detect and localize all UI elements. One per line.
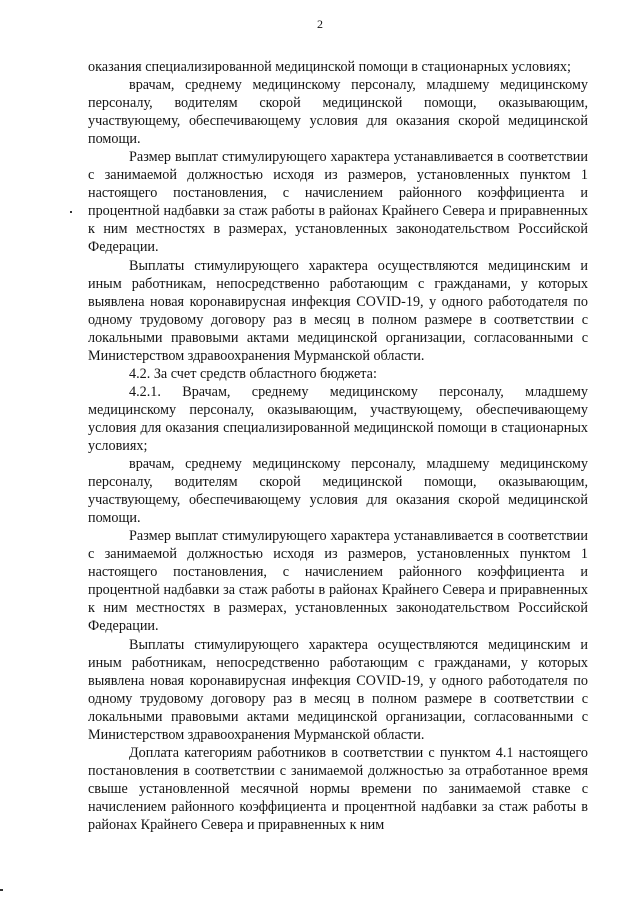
page-number: 2 xyxy=(317,17,323,31)
paragraph-emergency-staff-2: врачам, среднему медицинскому персоналу, младшему медицинскому персоналу, водителям скорой медицинской помощи, оказывающим, участвующему, обеспечивающему условия для оказания скорой медицинской помощи. xyxy=(88,456,588,527)
paragraph-payment-conditions: Выплаты стимулирующего характера осуществляются медицинским и иным работникам, непосредственно работающим с гражданами, у которых выявлена новая коронавирусная инфекция COVID-19, у одного работодателя по одному трудовому договору раз в месяц в полном размере в соответствии с локальными правовыми актами медицинской организации, согласованными с Министерством здравоохранения Мурманской области. xyxy=(88,257,588,364)
scan-speck xyxy=(0,889,3,891)
section-heading-4-2: 4.2. За счет средств областного бюджета: xyxy=(129,365,377,382)
paragraph-continuation: оказания специализированной медицинской помощи в стационарных условиях; xyxy=(88,59,571,75)
paragraph-payment-size-2: Размер выплат стимулирующего характера устанавливается в соответствии с занимаемой должностью исходя из размеров, установленных пунктом 1 настоящего постановления, с начислением районного коэффициента и процентной надбавки за стаж работы в районах Крайнего Севера и приравненных к ним местностях в размерах, установленных законодательством Российской Федерации. xyxy=(88,528,588,635)
paragraph-payment-size: Размер выплат стимулирующего характера устанавливается в соответствии с занимаемой должностью исходя из размеров, установленных пунктом 1 настоящего постановления, с начислением районного коэффициента и процентной надбавки за стаж работы в районах Крайнего Севера и приравненных к ним местностях в размерах, установленных законодательством Российской Федерации. xyxy=(88,149,588,256)
paragraph-4-2-1: 4.2.1. Врачам, среднему медицинскому персоналу, младшему медицинскому персоналу, оказывающим, участвующему, обеспечивающему условия для оказания специализированной медицинской помощи в стационарных условиях; xyxy=(88,383,588,454)
document-body xyxy=(88,58,588,834)
paragraph-payment-conditions-2: Выплаты стимулирующего характера осуществляются медицинским и иным работникам, непосредственно работающим с гражданами, у которых выявлена новая коронавирусная инфекция COVID-19, у одного работодателя по одному трудовому договору раз в месяц в полном размере в соответствии с локальными правовыми актами медицинской организации, согласованными с Министерством здравоохранения Мурманской области. xyxy=(88,636,588,743)
scan-speck xyxy=(70,211,72,213)
paragraph-surcharge: Доплата категориям работников в соответствии с пунктом 4.1 настоящего постановления в соответствии с занимаемой должностью за отработанное время свыше установленной месячной нормы времени по занимаемой ставке с начислением районного коэффициента и процентной надбавки за стаж работы в районах Крайнего Севера и приравненных к ним xyxy=(88,744,588,833)
paragraph-emergency-staff: врачам, среднему медицинскому персоналу, младшему медицинскому персоналу, водителям скорой медицинской помощи, оказывающим, участвующему, обеспечивающему условия для оказания скорой медицинской помощи. xyxy=(88,77,588,148)
